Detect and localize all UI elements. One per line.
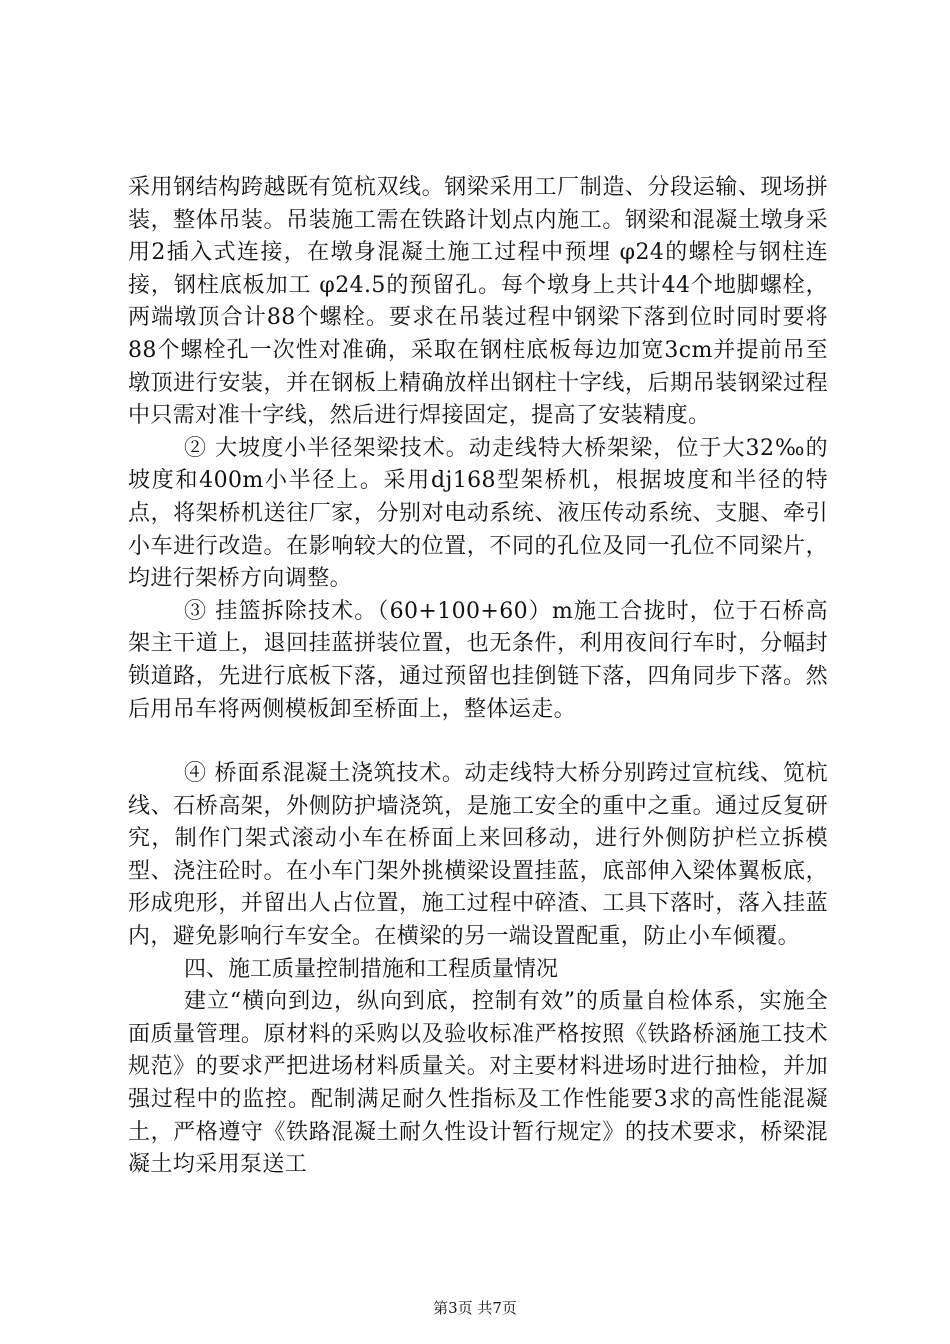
paragraph-quality-system: 建立“横向到边，纵向到底，控制有效”的质量自检体系，实施全面质量管理。原材料的采购以及验收标准严格按照《铁路桥涵施工技术规范》的要求严把进场材料质量关。对主要材料进场时进行抽检，并加强过程中的监控。配制满足耐久性指标及工作性能要3求的高性能混凝土，严格遵守《铁路混凝土耐久性设计暂行规定》的技术要求，桥梁混凝土均采用泵送工 bbox=[128, 989, 828, 1178]
paragraph-hanging-basket-removal: ③ 挂篮拆除技术。（60+100+60）m施工合拢时，位于石桥高架主干道上，退回挂蓝拼装位置，也无条件，利用夜间行车时，分幅封锁道路，先进行底板下落，通过预留也挂倒链下落，四角同步下落。然后用吊车将两侧模板卸至桥面上，整体运走。 bbox=[128, 598, 828, 722]
section-heading-quality: 四、施工质量控制措施和工程质量情况 bbox=[184, 956, 559, 982]
page-footer: 第3页 共7页 bbox=[433, 1299, 517, 1317]
paragraph-steel-beam: 采用钢结构跨越既有笕杭双线。钢梁采用工厂制造、分段运输、现场拼装，整体吊装。吊装施工需在铁路计划点内施工。钢梁和混凝土墩身采用2插入式连接，在墩身混凝土施工过程中预埋 φ24的螺栓与钢柱连接，钢柱底板加工 φ24.5的预留孔。每个墩身上共计44个地脚螺栓，两端墩顶合计88个螺栓。要求在吊装过程中钢梁下落到位时同时要将88个螺栓孔一次性对准确，采取在钢柱底板每边加宽3cm并提前吊至墩顶进行安装，并在钢板上精确放样出钢柱十字线，后期吊装钢梁过程中只需对准十字线，然后进行焊接固定，提高了安装精度。 bbox=[128, 175, 828, 429]
document-body bbox=[128, 172, 828, 1182]
paragraph-erection-technique: ② 大坡度小半径架梁技术。动走线特大桥架梁，位于大32‰的坡度和400m小半径上。采用dj168型架桥机，根据坡度和半径的特点，将架桥机送往厂家，分别对电动系统、液压传动系统、支腿、牵引小车进行改造。在影响较大的位置，不同的孔位及同一孔位不同梁片，均进行架桥方向调整。 bbox=[128, 435, 828, 592]
paragraph-gap bbox=[128, 726, 828, 758]
paragraph-deck-concrete: ④ 桥面系混凝土浇筑技术。动走线特大桥分别跨过宣杭线、笕杭线、石桥高架，外侧防护墙浇筑，是施工安全的重中之重。通过反复研究，制作门架式滚动小车在桥面上来回移动，进行外侧防护栏立拆模型、浇注砼时。在小车门架外挑横梁设置挂蓝，底部伸入梁体翼板底，形成兜形，并留出人占位置，施工过程中碎渣、工具下落时，落入挂蓝内，避免影响行车安全。在横梁的另一端设置配重，防止小车倾覆。 bbox=[128, 761, 828, 950]
